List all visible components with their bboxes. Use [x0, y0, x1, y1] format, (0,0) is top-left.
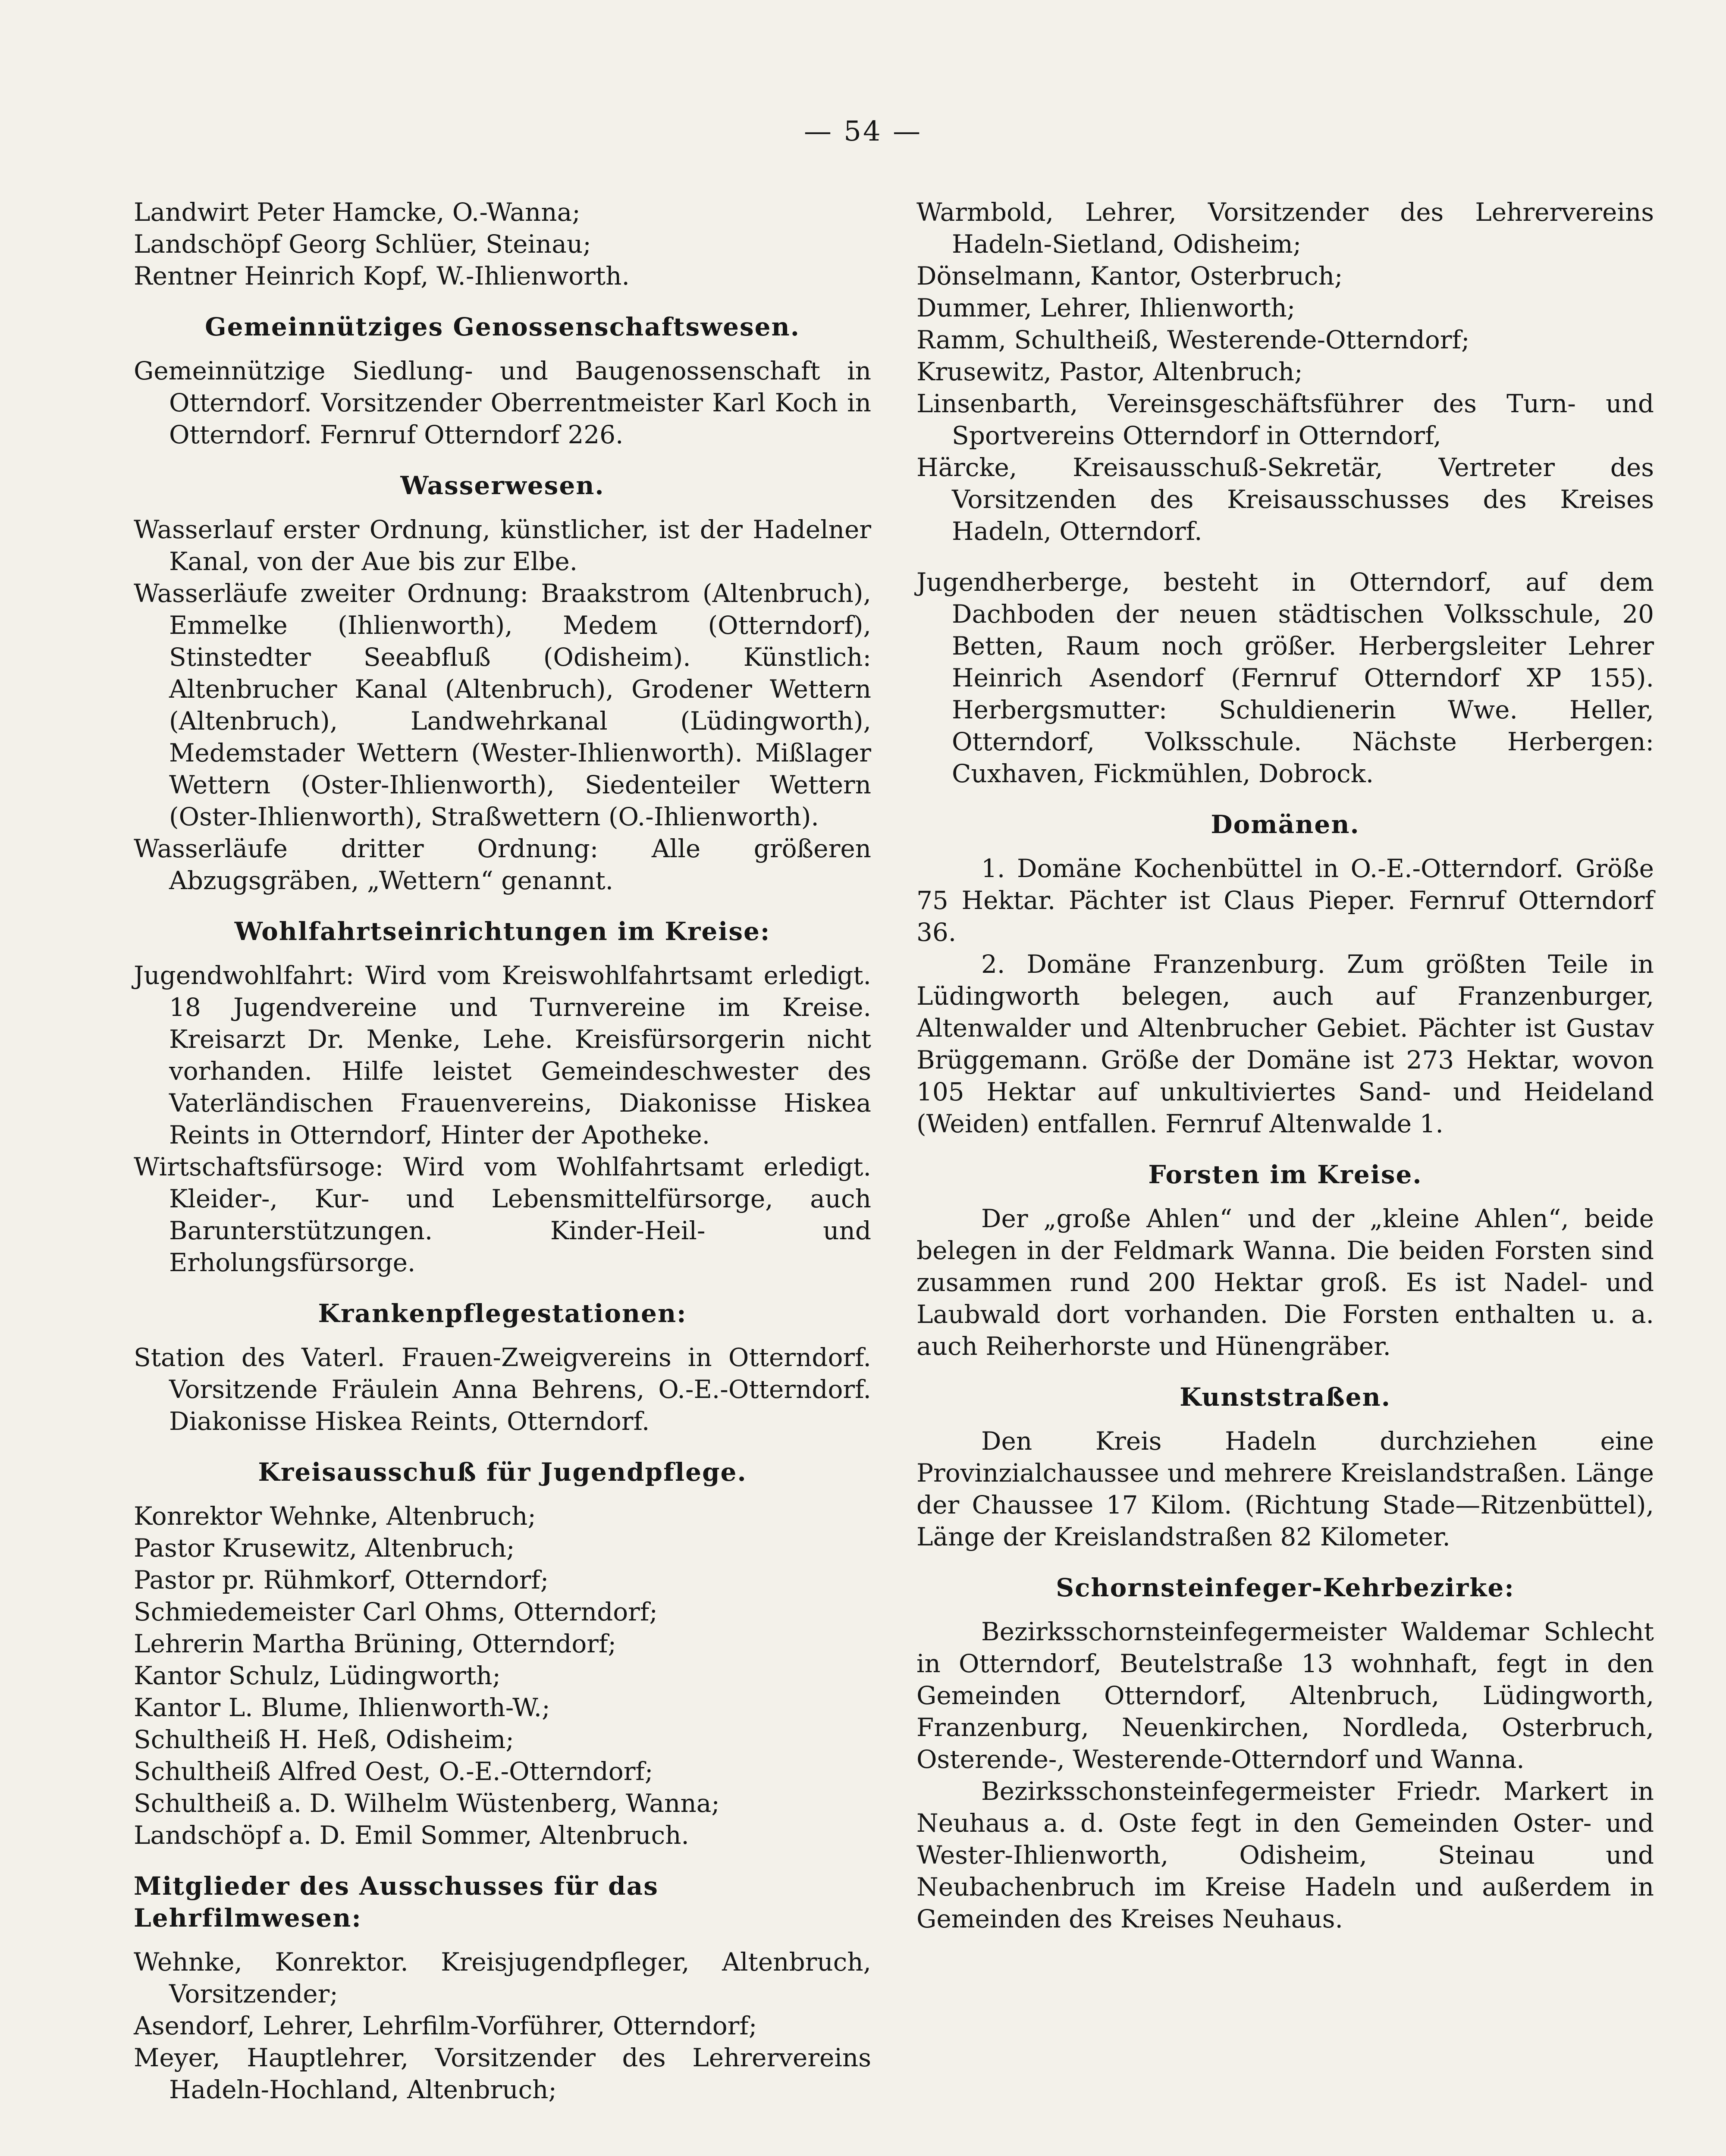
paragraph: Bezirksschonsteinfegermeister Friedr. Markert in Neuhaus a. d. Oste fegt in den Gemeinden Oster- und Wester-Ihlienworth, Odisheim, Steinau und Neubachenbruch im Kreise Hadeln und außerdem in Gemeinden des Kreises Neuhaus. [916, 1777, 1654, 1934]
paragraph: Jugendwohlfahrt: Wird vom Kreiswohlfahrtsamt erledigt. 18 Jugendvereine und Turnvereine im Kreise. Kreisarzt Dr. Menke, Lehe. Kreisfürsorgerin nicht vorhanden. Hilfe leistet Gemeindeschwester des Vaterländischen Frauenvereins, Diakonisse Hiskea Reints in Otterndorf, Hinter der Apotheke. [134, 961, 871, 1150]
paragraph: Gemeinnützige Siedlung- und Baugenossenschaft in Otterndorf. Vorsitzender Oberrentmeister Karl Koch in Otterndorf. Fernruf Otterndorf 226. [134, 356, 871, 449]
left-column [134, 196, 871, 2125]
paragraph: 1. Domäne Kochenbüttel in O.-E.-Otterndorf. Größe 75 Hektar. Pächter ist Claus Pieper. Fernruf Otterndorf 36. [916, 854, 1654, 947]
right-column-section [916, 1159, 1654, 1362]
paragraph: Lehrerin Martha Brüning, Otterndorf; [134, 1629, 616, 1658]
paragraph: Wehnke, Konrektor. Kreisjugendpfleger, Altenbruch, Vorsitzender; [134, 1947, 871, 2009]
page-number: — 54 — [803, 116, 923, 147]
paragraph: Landschöpf Georg Schlüer, Steinau; [134, 229, 591, 259]
section-heading: Krankenpflegestationen: [318, 1299, 687, 1328]
left-column-section [134, 1297, 871, 1437]
paragraph: Station des Vaterl. Frauen-Zweigvereins in Otterndorf. Vorsitzende Fräulein Anna Behrens, O.-E.-Otterndorf. Diakonisse Hiskea Reints, Otterndorf. [134, 1343, 871, 1436]
paragraph: Schmiedemeister Carl Ohms, Otterndorf; [134, 1597, 658, 1626]
paragraph: Meyer, Hauptlehrer, Vorsitzender des Lehrervereins Hadeln-Hochland, Altenbruch; [134, 2043, 871, 2104]
section-heading: Kreisausschuß für Jugendpflege. [258, 1457, 747, 1487]
paragraph: Schultheiß Alfred Oest, O.-E.-Otterndorf; [134, 1757, 653, 1786]
paragraph: Den Kreis Hadeln durchziehen eine Provinzialchaussee und mehrere Kreislandstraßen. Länge der Chaussee 17 Kilom. (Richtung Stade—Ritzenbüttel), Länge der Kreislandstraßen 82 Kilometer. [916, 1426, 1654, 1551]
paragraph: Landwirt Peter Hamcke, O.-Wanna; [134, 197, 581, 227]
paragraph: Pastor pr. Rühmkorf, Otterndorf; [134, 1565, 549, 1595]
section-heading: Gemeinnütziges Genossenschaftswesen. [205, 312, 800, 342]
paragraph: Wirtschaftsfürsoge: Wird vom Wohlfahrtsamt erledigt. Kleider-, Kur- und Lebensmittelfürsorge, auch Barunterstützungen. Kinder-Heil- und Erholungsfürsorge. [134, 1152, 871, 1277]
paragraph: Kantor Schulz, Lüdingworth; [134, 1661, 501, 1690]
paragraph: Pastor Krusewitz, Altenbruch; [134, 1533, 515, 1563]
paragraph: Kantor L. Blume, Ihlienworth-W.; [134, 1693, 550, 1722]
paragraph: Warmbold, Lehrer, Vorsitzender des Lehrervereins Hadeln-Sietland, Odisheim; [916, 197, 1654, 259]
right-column-section [916, 1572, 1654, 1935]
paragraph: 2. Domäne Franzenburg. Zum größten Teile in Lüdingworth belegen, auch auf Franzenburger, Altenwalder und Altenbrucher Gebiet. Pächter ist Gustav Brüggemann. Größe der Domäne ist 273 Hektar, wovon 105 Hektar auf unkultiviertes Sand- und Heideland (Weiden) entfallen. Fernruf Altenwalde 1. [916, 950, 1654, 1138]
section-heading: Mitglieder des Ausschusses für das Lehrfilmwesen: [134, 1871, 659, 1933]
section-heading: Wohlfahrtseinrichtungen im Kreise: [234, 917, 771, 946]
right-column-section [916, 196, 1654, 547]
left-column-section [134, 1870, 871, 2106]
paragraph: Linsenbarth, Vereinsgeschäftsführer des Turn- und Sportvereins Otterndorf in Otterndorf, [916, 389, 1654, 450]
paragraph: Bezirksschornsteinfegermeister Waldemar Schlecht in Otterndorf, Beutelstraße 13 wohnhaft, fegt in den Gemeinden Otterndorf, Altenbruch, Lüdingworth, Franzenburg, Neuenkirchen, Nordleda, Osterbruch, Osterende-, Westerende-Otterndorf und Wanna. [916, 1617, 1654, 1774]
paragraph: Dönselmann, Kantor, Osterbruch; [916, 261, 1343, 291]
section-heading: Wasserwesen. [400, 471, 605, 500]
right-column-section [916, 566, 1654, 790]
left-column-section [134, 196, 871, 292]
right-column-section [916, 808, 1654, 1140]
right-column [916, 196, 1654, 1954]
left-column-section [134, 311, 871, 451]
section-heading: Kunststraßen. [1180, 1382, 1391, 1412]
paragraph: Dummer, Lehrer, Ihlienworth; [916, 293, 1296, 323]
section-heading: Forsten im Kreise. [1148, 1160, 1422, 1189]
paragraph: Wasserläufe dritter Ordnung: Alle größeren Abzugsgräben, „Wettern“ genannt. [134, 834, 871, 895]
right-column-section [916, 1381, 1654, 1553]
section-heading: Schornsteinfeger-Kehrbezirke: [1056, 1573, 1515, 1602]
paragraph: Asendorf, Lehrer, Lehrfilm-Vorführer, Otterndorf; [134, 2011, 757, 2040]
paragraph: Wasserläufe zweiter Ordnung: Braakstrom (Altenbruch), Emmelke (Ihlienworth), Medem (Otterndorf), Stinstedter Seeabfluß (Odisheim). Künstlich: Altenbrucher Kanal (Altenbruch), Grodener Wettern (Altenbruch), Landwehrkanal (Lüdingworth), Medemstader Wettern (Wester-Ihlienworth). Mißlager Wettern (Oster-Ihlienworth), Siedenteiler Wettern (Oster-Ihlienworth), Straßwettern (O.-Ihlienworth). [134, 579, 871, 831]
paragraph: Der „große Ahlen“ und der „kleine Ahlen“, beide belegen in der Feldmark Wanna. Die beiden Forsten sind zusammen rund 200 Hektar groß. Es ist Nadel- und Laubwald dort vorhanden. Die Forsten enthalten u. a. auch Reiherhorste und Hünengräber. [916, 1204, 1654, 1361]
left-column-section [134, 470, 871, 896]
paragraph: Rentner Heinrich Kopf, W.-Ihlienworth. [134, 261, 630, 291]
paragraph: Konrektor Wehnke, Altenbruch; [134, 1501, 536, 1531]
left-column-section [134, 915, 871, 1279]
paragraph: Landschöpf a. D. Emil Sommer, Altenbruch. [134, 1821, 689, 1850]
section-heading: Domänen. [1211, 810, 1360, 839]
paragraph: Schultheiß H. Heß, Odisheim; [134, 1725, 514, 1754]
paragraph: Krusewitz, Pastor, Altenbruch; [916, 357, 1303, 386]
left-column-section [134, 1456, 871, 1851]
paragraph: Härcke, Kreisausschuß-Sekretär, Vertreter des Vorsitzenden des Kreisausschusses des Kreises Hadeln, Otterndorf. [916, 453, 1654, 546]
paragraph: Wasserlauf erster Ordnung, künstlicher, ist der Hadelner Kanal, von der Aue bis zur Elbe. [134, 515, 871, 576]
paragraph: Ramm, Schultheiß, Westerende-Otterndorf; [916, 325, 1470, 354]
paragraph: Schultheiß a. D. Wilhelm Wüstenberg, Wanna; [134, 1789, 720, 1818]
paragraph: Jugendherberge, besteht in Otterndorf, auf dem Dachboden der neuen städtischen Volksschule, 20 Betten, Raum noch größer. Herbergsleiter Lehrer Heinrich Asendorf (Fernruf Otterndorf XP 155). Herbergsmutter: Schuldienerin Wwe. Heller, Otterndorf, Volksschule. Nächste Herbergen: Cuxhaven, Fickmühlen, Dobrock. [916, 567, 1654, 788]
